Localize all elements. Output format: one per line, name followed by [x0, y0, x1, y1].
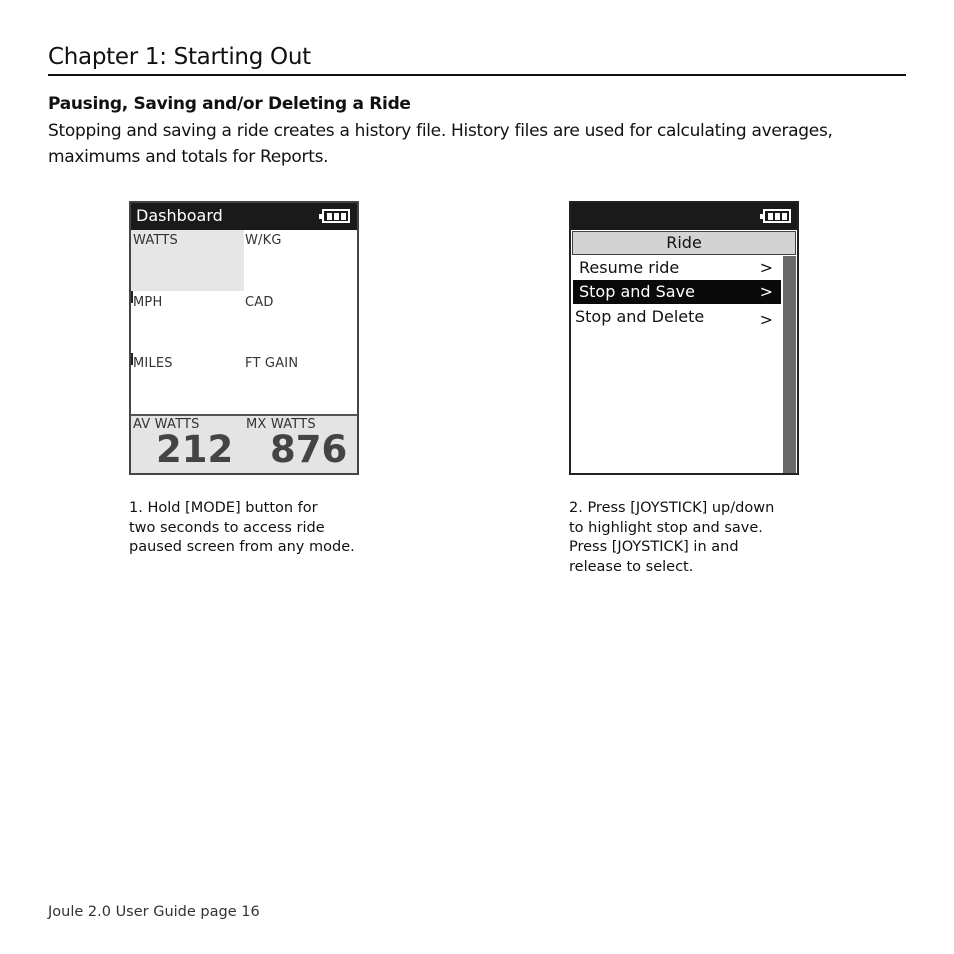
- menu-title: Ride: [572, 231, 796, 255]
- dashboard-screen: [129, 201, 359, 475]
- cad-label: CAD: [245, 295, 274, 310]
- chapter-title: Chapter 1: Starting Out: [48, 44, 311, 70]
- av-watts-value: 212: [156, 428, 234, 471]
- summary-panel: [131, 414, 357, 473]
- chevron-right-icon: >: [759, 282, 773, 301]
- dashboard-title: Dashboard: [136, 206, 223, 225]
- ride-menu-header: [571, 203, 797, 230]
- menu-item-stop-and-delete[interactable]: Stop and Delete >: [571, 305, 781, 329]
- ft-gain-label: FT GAIN: [245, 356, 299, 371]
- dashboard-header: [131, 203, 357, 230]
- menu-item-stop-and-save[interactable]: Stop and Save >: [573, 280, 781, 304]
- chevron-right-icon: >: [759, 258, 773, 277]
- chapter-divider: [48, 74, 906, 76]
- intro-paragraph: Stopping and saving a ride creates a history file. History files are used for calculating averages, maximums and totals for Reports.: [48, 121, 833, 167]
- menu-item-resume-ride[interactable]: Resume ride >: [573, 256, 781, 280]
- menu-scrollbar[interactable]: [783, 256, 796, 473]
- mph-label: MPH: [133, 295, 163, 310]
- battery-icon: [763, 209, 791, 223]
- watts-label: WATTS: [133, 233, 178, 248]
- page-footer: Joule 2.0 User Guide page 16: [48, 904, 260, 920]
- av-watts-label: AV WATTS: [133, 417, 200, 432]
- wkg-label: W/KG: [245, 233, 282, 248]
- step1-caption: 1. Hold [MODE] button for two seconds to access ride paused screen from any mode.: [129, 500, 355, 555]
- chevron-right-icon: >: [759, 310, 773, 329]
- ride-menu-screen: [569, 201, 799, 475]
- mx-watts-value: 876: [270, 428, 348, 471]
- section-heading: Pausing, Saving and/or Deleting a Ride: [48, 94, 411, 114]
- step2-caption: 2. Press [JOYSTICK] up/down to highlight stop and save. Press [JOYSTICK] in and release to select.: [569, 500, 775, 575]
- battery-icon: [322, 209, 350, 223]
- mx-watts-label: MX WATTS: [246, 417, 316, 432]
- miles-label: MILES: [133, 356, 173, 371]
